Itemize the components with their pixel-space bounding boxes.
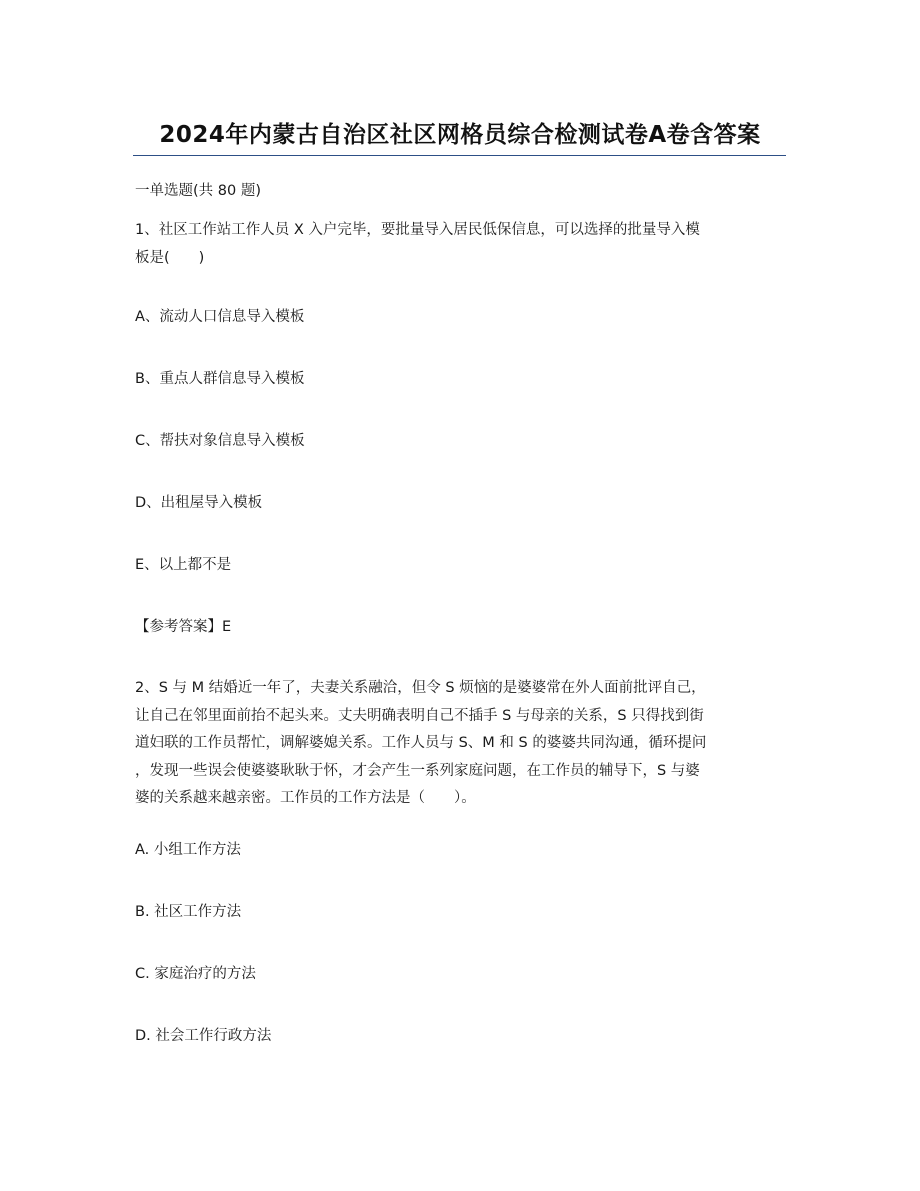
question-1-stem (135, 217, 785, 272)
question-2-stem-line: 婆的关系越来越亲密。工作员的工作方法是（ ）。 (135, 790, 476, 806)
question-1-stem-line: 1、社区工作站工作人员 X 入户完毕，要批量导入居民低保信息，可以选择的批量导入模 (135, 222, 700, 238)
question-1-option-e: E、以上都不是 (135, 557, 232, 573)
question-2-stem-line: 道妇联的工作员帮忙，调解婆媳关系。工作人员与 S、M 和 S 的婆婆共同沟通，循环提问 (135, 735, 707, 751)
question-1-answer: 【参考答案】E (135, 619, 232, 635)
question-2-option-d: D. 社会工作行政方法 (135, 1028, 272, 1044)
question-2-option-b: B. 社区工作方法 (135, 904, 242, 920)
question-1-option-c: C、帮扶对象信息导入模板 (135, 433, 305, 449)
document-title: 2024年内蒙古自治区社区网格员综合检测试卷A卷含答案 (159, 122, 761, 148)
question-2-stem (135, 675, 785, 813)
question-2-option-c: C. 家庭治疗的方法 (135, 966, 256, 982)
question-2-stem-line: 2、S 与 M 结婚近一年了，夫妻关系融洽，但令 S 烦恼的是婆婆常在外人面前批评自己， (135, 680, 706, 696)
question-1-option-a: A、流动人口信息导入模板 (135, 309, 305, 325)
question-1-option-d: D、出租屋导入模板 (135, 495, 263, 511)
question-2-option-a: A. 小组工作方法 (135, 842, 241, 858)
question-1-option-b: B、重点人群信息导入模板 (135, 371, 305, 387)
question-1-stem-line: 板是( ) (135, 249, 205, 266)
question-2-stem-line: 让自己在邻里面前抬不起头来。丈夫明确表明自己不插手 S 与母亲的关系，S 只得找到街 (135, 707, 704, 724)
title-divider (133, 155, 786, 156)
question-2-stem-line: ，发现一些误会使婆婆耿耿于怀，才会产生一系列家庭问题，在工作员的辅导下，S 与婆 (135, 762, 700, 779)
section-heading: 一单选题(共 80 题) (135, 183, 261, 199)
